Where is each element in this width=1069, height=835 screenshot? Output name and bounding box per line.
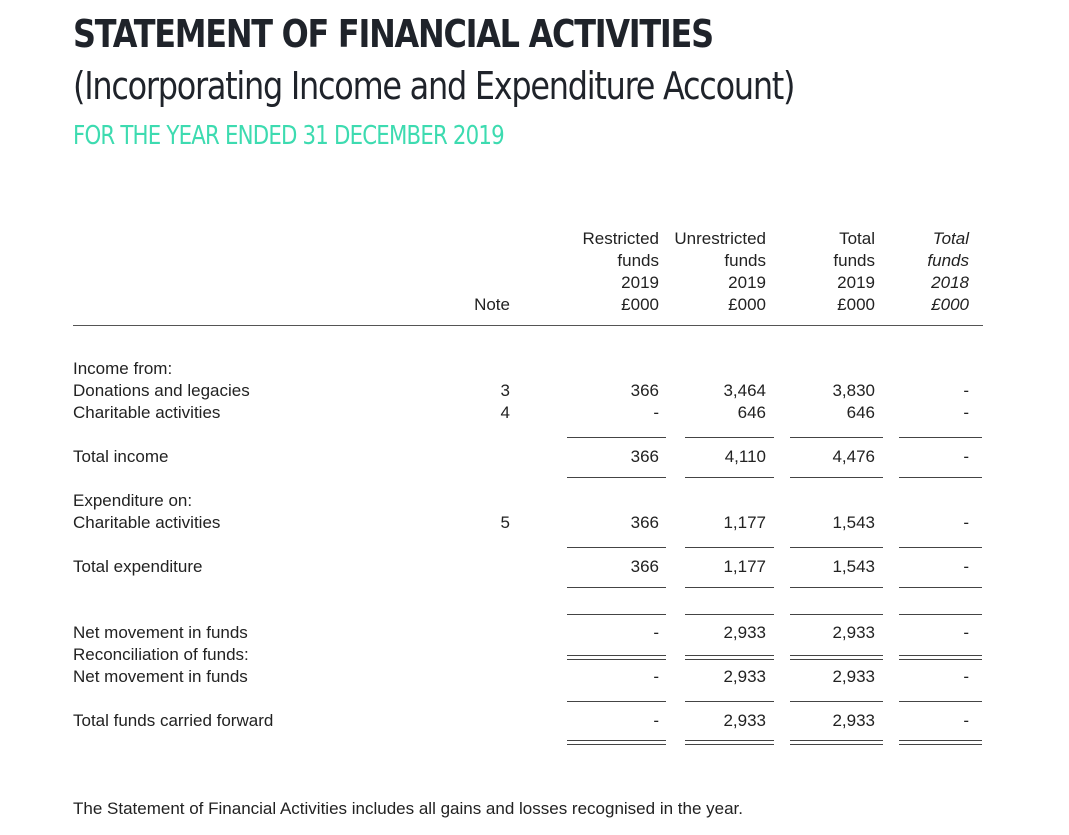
- page-subtitle: (Incorporating Income and Expenditure Account): [73, 64, 795, 108]
- total-rule: [899, 587, 982, 588]
- cell-total-2018: -: [963, 711, 969, 730]
- double-rule: [685, 655, 774, 656]
- subtotal-rule: [567, 614, 666, 615]
- cell-total-2019: 2,933: [832, 711, 875, 730]
- total-rule: [567, 477, 666, 478]
- page-title: STATEMENT OF FINANCIAL ACTIVITIES: [73, 12, 713, 56]
- double-rule: [790, 655, 883, 656]
- subtotal-rule: [685, 701, 774, 702]
- cell-restricted: -: [653, 711, 659, 730]
- header-total-2018-line: 2018: [931, 273, 969, 292]
- cell-unrestricted: 2,933: [723, 667, 766, 686]
- header-restricted-line: Restricted: [582, 229, 659, 248]
- cell-unrestricted: 1,177: [723, 513, 766, 532]
- footnote: The Statement of Financial Activities includes all gains and losses recognised in the year.: [73, 799, 743, 818]
- double-rule: [790, 744, 883, 745]
- row-label-net-movement-2: Net movement in funds: [73, 667, 248, 686]
- cell-restricted: -: [653, 667, 659, 686]
- subtotal-rule: [899, 614, 982, 615]
- subtotal-rule: [790, 437, 883, 438]
- double-rule: [567, 740, 666, 741]
- header-total-2019-line: funds: [833, 251, 875, 270]
- header-restricted-line: £000: [621, 295, 659, 314]
- header-unrestricted: [660, 228, 766, 316]
- header-unrestricted-line: 2019: [728, 273, 766, 292]
- cell-unrestricted: 3,464: [723, 381, 766, 400]
- cell-unrestricted: 2,933: [723, 711, 766, 730]
- row-label-donations: Donations and legacies: [73, 381, 250, 400]
- header-divider: [73, 325, 983, 326]
- header-total-2018-line: funds: [927, 251, 969, 270]
- cell-total-2019: 1,543: [832, 513, 875, 532]
- header-restricted: [560, 228, 659, 316]
- cell-total-2019: 1,543: [832, 557, 875, 576]
- cell-total-2018: -: [963, 667, 969, 686]
- header-unrestricted-line: funds: [724, 251, 766, 270]
- cell-unrestricted: 646: [737, 403, 766, 422]
- row-label-net-movement: Net movement in funds: [73, 623, 248, 642]
- cell-total-2019: 3,830: [832, 381, 875, 400]
- cell-total-2019: 4,476: [832, 447, 875, 466]
- subtotal-rule: [567, 547, 666, 548]
- total-rule: [790, 587, 883, 588]
- cell-total-2019: 2,933: [832, 667, 875, 686]
- subtotal-rule: [685, 437, 774, 438]
- cell-total-2018: -: [963, 557, 969, 576]
- double-rule: [567, 744, 666, 745]
- cell-restricted: 366: [630, 557, 659, 576]
- double-rule: [899, 744, 982, 745]
- cell-total-2019: 646: [846, 403, 875, 422]
- double-rule: [899, 655, 982, 656]
- cell-total-2018: -: [963, 513, 969, 532]
- header-total-2018: [890, 228, 969, 316]
- cell-total-2018: -: [963, 403, 969, 422]
- header-note: Note: [474, 295, 510, 314]
- cell-total-2019: 2,933: [832, 623, 875, 642]
- row-label-charitable-income: Charitable activities: [73, 403, 221, 422]
- subtotal-rule: [685, 614, 774, 615]
- subtotal-rule: [567, 437, 666, 438]
- cell-restricted: 366: [630, 381, 659, 400]
- total-rule: [567, 587, 666, 588]
- total-rule: [790, 477, 883, 478]
- header-total-2018-line: £000: [931, 295, 969, 314]
- cell-restricted: 366: [630, 513, 659, 532]
- cell-restricted: -: [653, 403, 659, 422]
- total-rule: [685, 477, 774, 478]
- cell-unrestricted: 4,110: [724, 447, 766, 466]
- row-note-charitable-income: 4: [500, 403, 510, 422]
- cell-total-2018: -: [963, 447, 969, 466]
- cell-total-2018: -: [963, 381, 969, 400]
- header-total-2019-line: £000: [837, 295, 875, 314]
- header-restricted-line: funds: [617, 251, 659, 270]
- double-rule: [685, 659, 774, 660]
- header-restricted-line: 2019: [621, 273, 659, 292]
- row-label-total-expenditure: Total expenditure: [73, 557, 203, 576]
- double-rule: [899, 740, 982, 741]
- double-rule: [567, 655, 666, 656]
- period-heading: FOR THE YEAR ENDED 31 DECEMBER 2019: [73, 121, 504, 151]
- cell-unrestricted: 1,177: [723, 557, 766, 576]
- cell-unrestricted: 2,933: [723, 623, 766, 642]
- row-label-charitable-expenditure: Charitable activities: [73, 513, 221, 532]
- subtotal-rule: [567, 701, 666, 702]
- subtotal-rule: [899, 437, 982, 438]
- double-rule: [685, 744, 774, 745]
- header-total-2019: [790, 228, 875, 316]
- subtotal-rule: [685, 547, 774, 548]
- cell-total-2018: -: [963, 623, 969, 642]
- double-rule: [567, 659, 666, 660]
- cell-restricted: 366: [630, 447, 659, 466]
- subtotal-rule: [790, 614, 883, 615]
- section-label-reconciliation: Reconciliation of funds:: [73, 645, 249, 664]
- subtotal-rule: [790, 701, 883, 702]
- double-rule: [790, 659, 883, 660]
- total-rule: [899, 477, 982, 478]
- section-label-income: Income from:: [73, 359, 173, 378]
- header-unrestricted-line: Unrestricted: [674, 229, 766, 248]
- header-unrestricted-line: £000: [728, 295, 766, 314]
- header-total-2018-line: Total: [932, 229, 969, 248]
- double-rule: [899, 659, 982, 660]
- subtotal-rule: [899, 701, 982, 702]
- row-note-donations: 3: [500, 381, 510, 400]
- header-total-2019-line: Total: [839, 229, 875, 248]
- double-rule: [790, 740, 883, 741]
- row-label-total-income: Total income: [73, 447, 169, 466]
- double-rule: [685, 740, 774, 741]
- row-note-charitable-expenditure: 5: [500, 513, 510, 532]
- cell-restricted: -: [653, 623, 659, 642]
- row-label-carried-forward: Total funds carried forward: [73, 711, 274, 730]
- subtotal-rule: [790, 547, 883, 548]
- section-label-expenditure: Expenditure on:: [73, 491, 193, 510]
- header-total-2019-line: 2019: [837, 273, 875, 292]
- subtotal-rule: [899, 547, 982, 548]
- total-rule: [685, 587, 774, 588]
